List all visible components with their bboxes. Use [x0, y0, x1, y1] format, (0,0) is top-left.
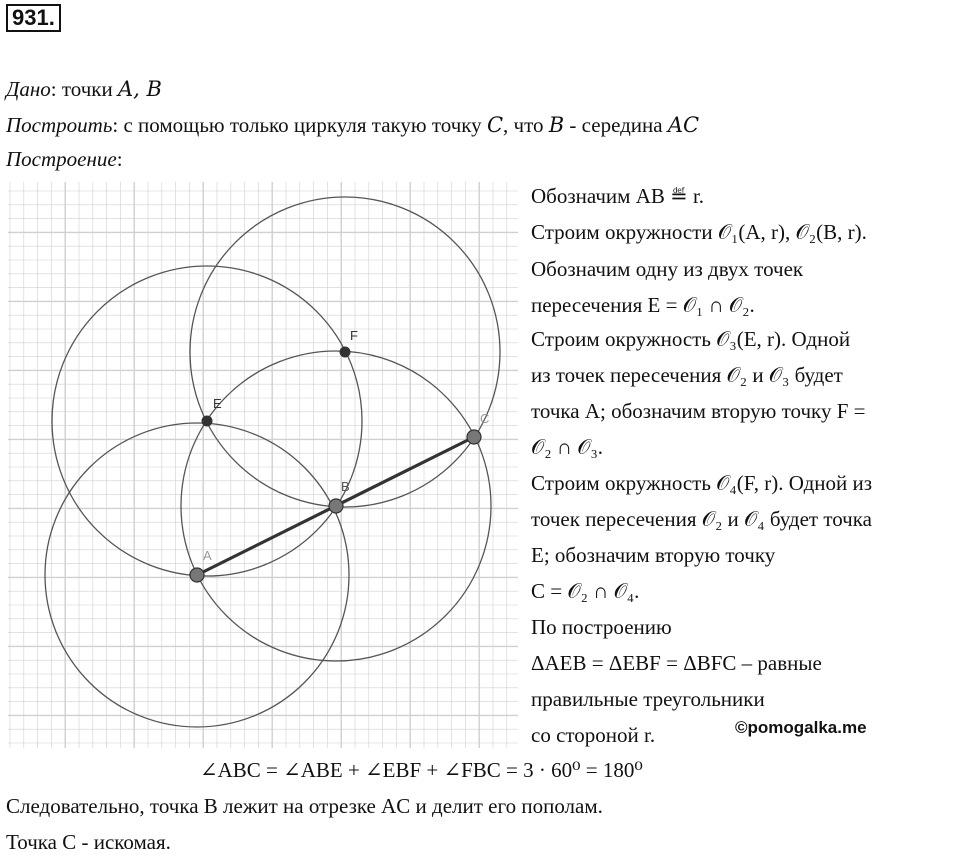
point-c [467, 430, 481, 444]
points [190, 347, 481, 583]
point-e [202, 416, 213, 427]
given-math: A, B [117, 77, 162, 101]
step: E; обозначим вторую точку [531, 543, 776, 567]
label-c: C [480, 411, 490, 426]
construct-b: B [548, 113, 565, 137]
construct-ac: AC [667, 113, 700, 137]
step: По построению [531, 615, 672, 639]
angle-equation: ∠ABC = ∠ABE + ∠EBF + ∠FBC = 3 · 60⁰ = 180⁰ [200, 758, 643, 782]
construct-text-2: , что [503, 113, 549, 137]
watermark: ©pomogalka.me [735, 718, 867, 737]
problem-number: 931. [6, 4, 61, 32]
point-f [340, 347, 351, 358]
step: 𝒪₂ ∩ 𝒪₃. [531, 435, 604, 459]
construction-colon: : [116, 147, 123, 171]
label-e: E [213, 396, 222, 411]
step: точка A; обозначим вторую точку F = [531, 399, 866, 423]
step: ΔAEB = ΔEBF = ΔBFC – равные [531, 651, 822, 675]
conclusion-1: Следовательно, точка B лежит на отрезке AC и делит его пополам. [6, 794, 603, 818]
step: Строим окружность 𝒪₃(E, r). Одной [531, 327, 851, 351]
given-label: Дано [6, 77, 51, 101]
label-a: A [203, 548, 212, 563]
step: из точек пересечения 𝒪₂ и 𝒪₃ будет [531, 363, 843, 387]
step: Строим окружности 𝒪₁(A, r), 𝒪₂(B, r). [531, 220, 867, 244]
conclusion-2: Точка C - искомая. [6, 830, 171, 854]
label-f: F [350, 328, 358, 343]
given-text: : точки [50, 77, 118, 101]
construct-text-3: - середина [564, 113, 668, 137]
step: пересечения E = 𝒪₁ ∩ 𝒪₂. [531, 293, 755, 317]
construct-text-1: : с помощью только циркуля такую точку [112, 113, 487, 137]
point-a [190, 568, 204, 582]
step: точек пересечения 𝒪₂ и 𝒪₄ будет точка [531, 507, 872, 531]
point-labels [203, 328, 489, 563]
step: Строим окружность 𝒪₄(F, r). Одной из [531, 471, 873, 495]
step: Обозначим одну из двух точек [531, 257, 804, 281]
step: со стороной r. [531, 723, 656, 747]
step: правильные треугольники [531, 687, 765, 711]
step: C = 𝒪₂ ∩ 𝒪₄. [531, 579, 640, 603]
point-b [329, 499, 343, 513]
construction-label: Построение [6, 147, 117, 171]
grid [8, 182, 518, 748]
construct-c: C [486, 113, 504, 137]
construct-label: Построить [6, 113, 113, 137]
step: Обозначим AB ≝ r. [531, 184, 705, 208]
label-b: B [341, 479, 350, 494]
